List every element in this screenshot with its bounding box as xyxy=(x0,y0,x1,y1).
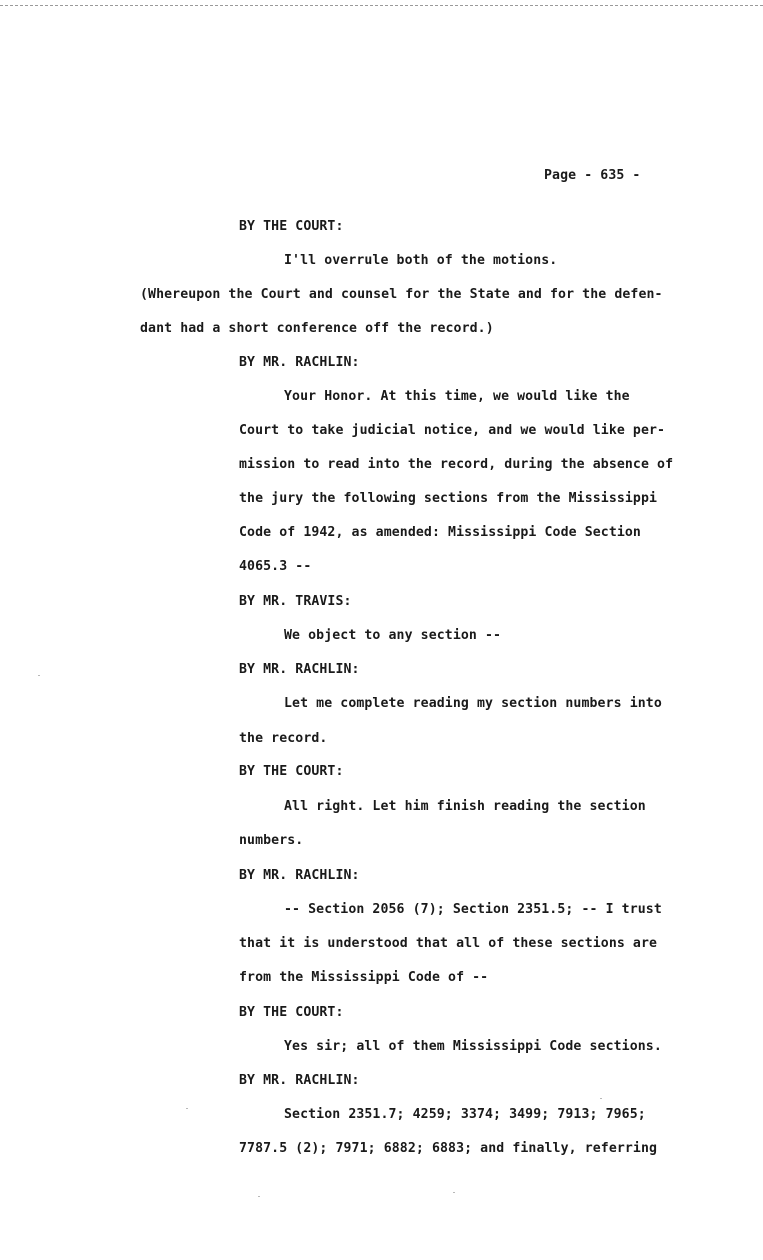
scan-speck xyxy=(600,1098,602,1099)
speaker-label: BY MR. TRAVIS: xyxy=(239,594,352,609)
transcript-line: -- Section 2056 (7); Section 2351.5; -- I trust xyxy=(284,902,662,917)
transcript-line: dant had a short conference off the record.) xyxy=(140,321,494,336)
speaker-label: BY THE COURT: xyxy=(239,219,344,234)
transcript-line: mission to read into the record, during the absence of xyxy=(239,457,674,472)
speaker-label: BY THE COURT: xyxy=(239,764,344,779)
speaker-label: BY MR. RACHLIN: xyxy=(239,355,360,370)
scan-speck xyxy=(38,675,40,676)
speaker-label: BY MR. RACHLIN: xyxy=(239,868,360,883)
transcript-line: from the Mississippi Code of -- xyxy=(239,970,489,985)
transcript-line: Code of 1942, as amended: Mississippi Code Section xyxy=(239,525,641,540)
transcript-line: I'll overrule both of the motions. xyxy=(284,253,558,268)
transcript-line: We object to any section -- xyxy=(284,628,502,643)
transcript-line: Section 2351.7; 4259; 3374; 3499; 7913; 7965; xyxy=(284,1107,646,1122)
transcript-line: the record. xyxy=(239,731,328,746)
transcript-line: 7787.5 (2); 7971; 6882; 6883; and finally, referring xyxy=(239,1141,658,1156)
transcript-line: Court to take judicial notice, and we would like per- xyxy=(239,423,666,438)
page-number: Page - 635 - xyxy=(544,168,641,183)
transcript-line: numbers. xyxy=(239,833,304,848)
scan-speck xyxy=(258,1196,260,1197)
transcript-line: (Whereupon the Court and counsel for the State and for the defen- xyxy=(140,287,663,302)
transcript-line: Let me complete reading my section numbers into xyxy=(284,696,662,711)
transcript-line: that it is understood that all of these sections are xyxy=(239,936,658,951)
scan-speck xyxy=(453,1192,455,1193)
transcript-line: Yes sir; all of them Mississippi Code sections. xyxy=(284,1039,662,1054)
speaker-label: BY MR. RACHLIN: xyxy=(239,1073,360,1088)
transcript-line: the jury the following sections from the Mississippi xyxy=(239,491,658,506)
speaker-label: BY MR. RACHLIN: xyxy=(239,662,360,677)
scan-speck xyxy=(186,1108,188,1109)
speaker-label: BY THE COURT: xyxy=(239,1005,344,1020)
transcript-line: All right. Let him finish reading the section xyxy=(284,799,646,814)
transcript-line: 4065.3 -- xyxy=(239,559,312,574)
transcript-line: Your Honor. At this time, we would like the xyxy=(284,389,630,404)
scan-top-border xyxy=(0,0,763,6)
